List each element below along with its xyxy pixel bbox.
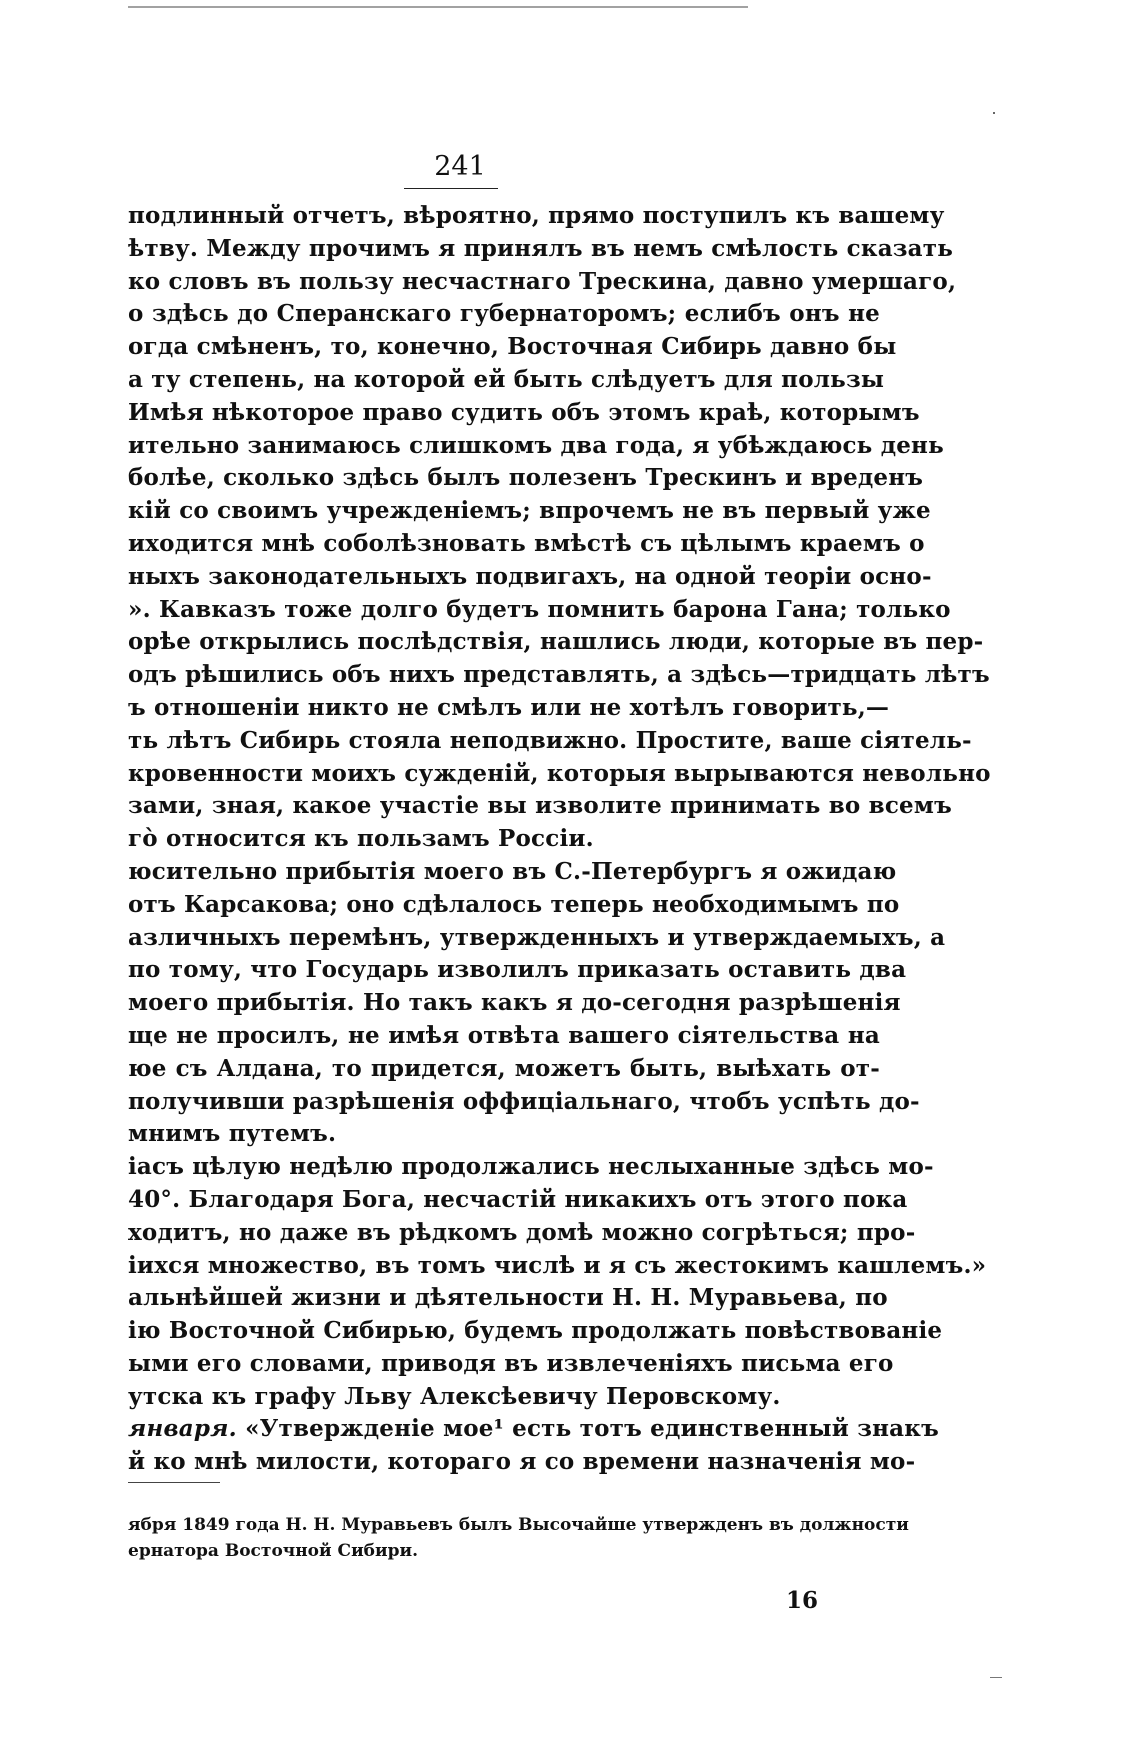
text-line-content: ныхъ законодательныхъ подвигахъ, на одной теоріи осно- — [128, 562, 932, 590]
text-line — [128, 528, 925, 561]
text-line — [128, 364, 885, 397]
text-line-content: болѣе, сколько здѣсь былъ полезенъ Трескинъ и вреденъ — [128, 464, 924, 492]
text-line — [128, 1086, 920, 1119]
text-line — [128, 889, 900, 922]
text-line — [128, 725, 972, 758]
text-line — [128, 266, 957, 299]
text-line — [128, 790, 952, 823]
text-line-content — [128, 1413, 939, 1446]
top-edge-rule — [128, 6, 748, 8]
text-line-content: азличныхъ перемѣнъ, утвержденныхъ и утверждаемыхъ, а — [128, 923, 946, 951]
page-number-underline — [404, 188, 498, 189]
text-line-content: ». Кавказъ тоже долго будетъ помнить барона Гана; только — [128, 595, 951, 623]
footnote-line — [128, 1512, 909, 1538]
text-line — [128, 1315, 943, 1348]
text-line — [128, 922, 946, 955]
footnotes — [128, 1512, 909, 1564]
text-line — [128, 1250, 987, 1283]
scan-edge-mark — [990, 1677, 1002, 1678]
text-line-content: ію Восточной Сибирью, будемъ продолжать повѣствованіе — [128, 1317, 943, 1345]
text-line — [128, 758, 991, 791]
text-line — [128, 561, 932, 594]
text-line-content: моего прибытія. Но такъ какъ я до-сегодня разрѣшенія — [128, 989, 901, 1017]
text-line-content: а ту степень, на которой ей быть слѣдуетъ для пользы — [128, 365, 885, 393]
text-line-content: получивши разрѣшенія оффиціальнаго, чтобъ успѣть до- — [128, 1087, 920, 1115]
text-line-content: ко словъ въ пользу несчастнаго Трескина, давно умершаго, — [128, 267, 957, 295]
text-line — [128, 200, 945, 233]
footnote-line-content: ернатора Восточной Сибири. — [128, 1541, 419, 1561]
text-line — [128, 626, 984, 659]
text-line-content: іихся множество, въ томъ числѣ и я съ жестокимъ кашлемъ.» — [128, 1251, 987, 1279]
text-line-content: отъ Карсакова; оно сдѣлалось теперь необходимымъ по — [128, 890, 900, 918]
page-number: 241 — [434, 151, 486, 182]
text-line-content: огда смѣненъ, то, конечно, Восточная Сибирь давно бы — [128, 333, 897, 361]
text-line — [128, 692, 890, 725]
text-line-content: 40°. Благодаря Бога, несчастій никакихъ отъ этого пока — [128, 1185, 908, 1213]
text-line-content: ходитъ, но даже въ рѣдкомъ домѣ можно согрѣться; про- — [128, 1218, 916, 1246]
printer-signature-mark: 16 — [785, 1587, 818, 1614]
text-line — [128, 594, 951, 627]
text-line — [128, 298, 880, 331]
text-line — [128, 856, 897, 889]
text-line — [128, 1446, 916, 1479]
text-line — [128, 495, 931, 528]
text-line-content: орѣе открылись послѣдствія, нашлись люди, которые въ пер- — [128, 628, 984, 656]
text-line — [128, 462, 924, 495]
text-line-content: о здѣсь до Сперанскаго губернаторомъ; еслибъ онъ не — [128, 300, 880, 328]
text-line-content: й ко мнѣ милости, котораго я со времени назначенія мо- — [128, 1448, 916, 1476]
text-line-content: по тому, что Государь изволилъ приказать оставить два — [128, 956, 907, 984]
text-line — [128, 659, 990, 692]
text-line-content: ительно занимаюсь слишкомъ два года, я убѣждаюсь день — [128, 431, 944, 459]
text-line — [128, 397, 920, 430]
text-line-content: ще не просилъ, не имѣя отвѣта вашего сіятельства на — [128, 1021, 880, 1049]
text-line — [128, 823, 880, 856]
text-line-content: ѣтву. Между прочимъ я принялъ въ немъ смѣлость сказать — [128, 234, 954, 262]
text-line — [128, 1184, 908, 1217]
text-line-content: Имѣя нѣкоторое право судить объ этомъ краѣ, которымъ — [128, 398, 920, 426]
text-line — [128, 1020, 880, 1053]
footnote-line-content: ября 1849 года Н. Н. Муравьевъ былъ Высочайше утвержденъ въ должности — [128, 1515, 909, 1535]
text-line-content: утска къ графу Льву Алексѣевичу Перовскому. — [128, 1382, 781, 1410]
text-line-content: ыми его словами, приводя въ извлеченіяхъ письма его — [128, 1349, 894, 1377]
text-line — [128, 1413, 939, 1446]
text-line-content: ъ отношеніи никто не смѣлъ или не хотѣлъ говорить,— — [128, 693, 890, 721]
text-line-content: юе съ Алдана, то придется, можетъ быть, выѣхать от- — [128, 1054, 880, 1082]
text-line — [128, 954, 907, 987]
text-line-content: іасъ цѣлую недѣлю продолжались неслыханные здѣсь мо- — [128, 1153, 934, 1181]
text-line — [128, 1217, 916, 1250]
body-text — [128, 200, 991, 1479]
scan-speck — [993, 112, 995, 114]
text-line — [128, 233, 954, 266]
text-line — [128, 1053, 880, 1086]
text-line — [128, 331, 897, 364]
text-line — [128, 1381, 880, 1414]
text-line-content: подлинный отчетъ, вѣроятно, прямо поступилъ къ вашему — [128, 202, 945, 229]
text-line-content: мнимъ путемъ. — [128, 1120, 337, 1148]
text-line-content: зами, зная, какое участіе вы изволите принимать во всемъ — [128, 792, 952, 820]
text-line — [128, 1282, 888, 1315]
text-line-rest: «Утвержденіе мое¹ есть тотъ единственный знакъ — [236, 1415, 939, 1443]
italic-date: января. — [128, 1415, 237, 1443]
text-line-content: юсительно прибытія моего въ С.-Петербургъ я ожидаю — [128, 857, 897, 885]
text-line-content: кровенности моихъ сужденій, которыя вырываются невольно — [128, 759, 991, 787]
footnote-line — [128, 1538, 880, 1564]
text-line-content: одъ рѣшились объ нихъ представлять, а здѣсь—тридцать лѣтъ — [128, 661, 990, 689]
footnote-separator — [128, 1482, 220, 1483]
text-line-content: гò относится къ пользамъ Россіи. — [128, 825, 594, 853]
text-line — [128, 1151, 934, 1184]
text-line-content: кій со своимъ учрежденіемъ; впрочемъ не въ первый уже — [128, 497, 931, 525]
text-line — [128, 1118, 880, 1151]
text-line — [128, 987, 901, 1020]
text-line — [128, 1348, 894, 1381]
text-line-content: альнѣйшей жизни и дѣятельности Н. Н. Муравьева, по — [128, 1284, 888, 1312]
text-line-content: ть лѣтъ Сибирь стояла неподвижно. Простите, ваше сіятель- — [128, 726, 972, 754]
text-line-content: иходится мнѣ соболѣзновать вмѣстѣ съ цѣлымъ краемъ о — [128, 529, 925, 557]
text-line — [128, 430, 944, 463]
